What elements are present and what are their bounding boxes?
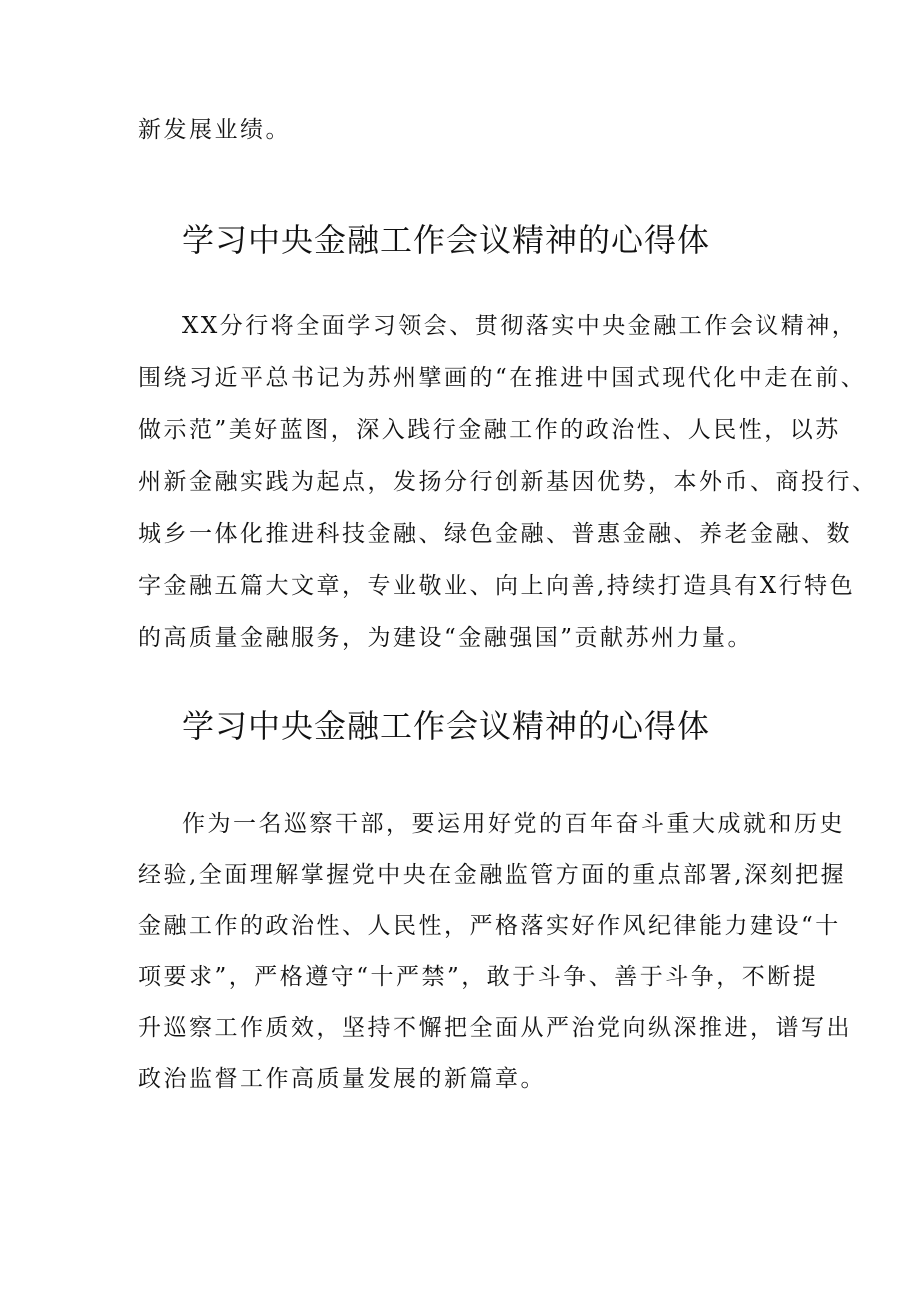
section-1-line: 做示范”美好蓝图，深入践行金融工作的政治性、人民性，以苏 bbox=[138, 417, 841, 443]
section-2-line: 项要求”，严格遵守“十严禁”，敢于斗争、善于斗争，不断提 bbox=[138, 964, 819, 990]
section-1-line: 的高质量金融服务，为建设“金融强国”贡献苏州力量。 bbox=[138, 625, 754, 651]
section-2-line: 金融工作的政治性、人民性，严格落实好作风纪律能力建设“十 bbox=[138, 913, 841, 939]
section-1-line: 围绕习近平总书记为苏州擘画的“在推进中国式现代化中走在前、 bbox=[138, 365, 867, 391]
section-2-line: 经验,全面理解掌握党中央在金融监管方面的重点部署,深刻把握 bbox=[138, 862, 847, 888]
intro-tail-text: 新发展业绩。 bbox=[138, 117, 291, 143]
section-1-line: 州新金融实践为起点，发扬分行创新基因优势，本外币、商投行、 bbox=[138, 469, 878, 495]
section-2-line: 政治监督工作高质量发展的新篇章。 bbox=[138, 1066, 546, 1092]
section-1-title: 学习中央金融工作会议精神的心得体 bbox=[182, 221, 711, 259]
section-2-line: 升巡察工作质效，坚持不懈把全面从严治党向纵深推进，谱写出 bbox=[138, 1015, 852, 1041]
section-1-line: 字金融五篇大文章，专业敬业、向上向善,持续打造具有X行特色 bbox=[138, 573, 856, 599]
section-2-title: 学习中央金融工作会议精神的心得体 bbox=[182, 707, 711, 745]
section-1-line: 城乡一体化推进科技金融、绿色金融、普惠金融、养老金融、数 bbox=[138, 521, 852, 547]
section-2-line: 作为一名巡察干部，要运用好党的百年奋斗重大成就和历史 bbox=[182, 811, 845, 837]
section-1-line: XX分行将全面学习领会、贯彻落实中央金融工作会议精神， bbox=[182, 313, 858, 339]
